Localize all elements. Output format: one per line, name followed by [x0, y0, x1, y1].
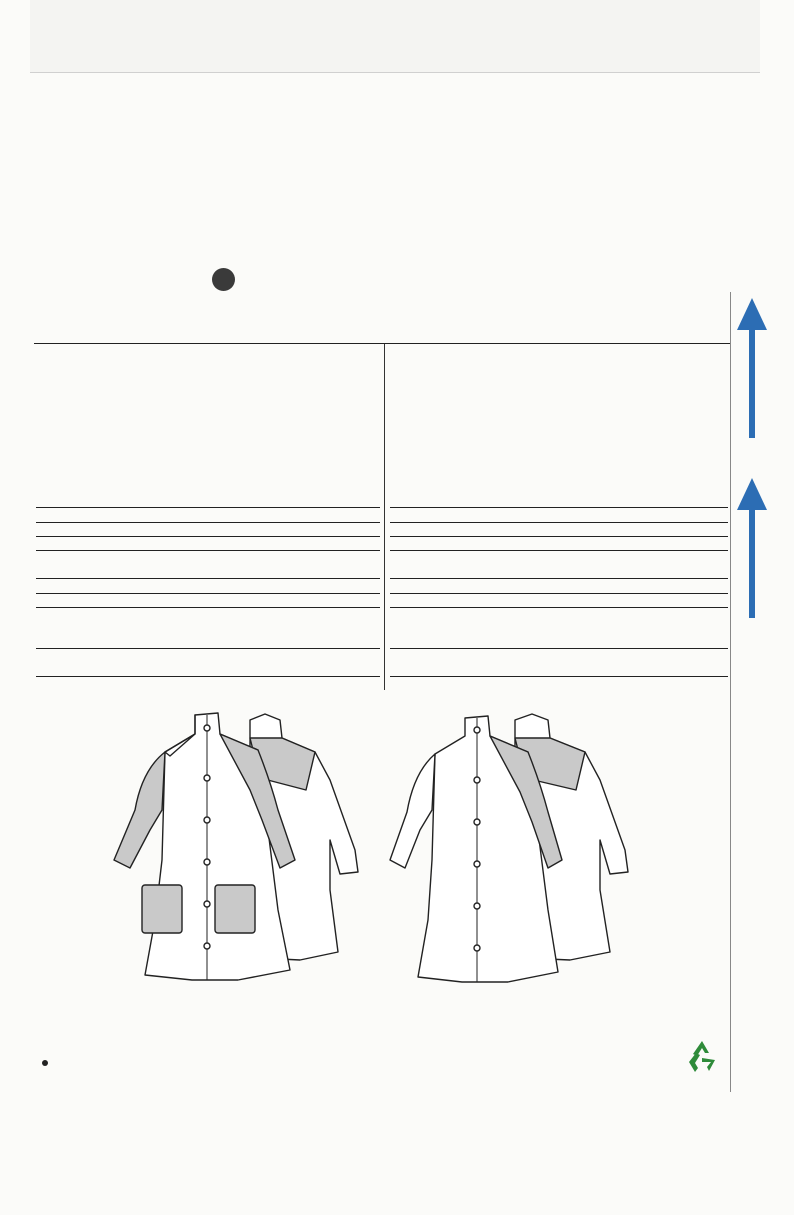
top-size-chart-band [30, 0, 760, 73]
column-divider [384, 344, 385, 690]
french-column [390, 352, 728, 677]
black-dot-icon [212, 268, 235, 291]
stretch-arrow-up-icon [737, 298, 767, 330]
garment-drawings [100, 690, 720, 1000]
stretch-arrow-down-icon [737, 478, 767, 510]
header-rule [34, 343, 730, 344]
english-column [36, 352, 380, 677]
recycle-icon [684, 1038, 720, 1074]
bullet-icon [42, 1060, 48, 1066]
